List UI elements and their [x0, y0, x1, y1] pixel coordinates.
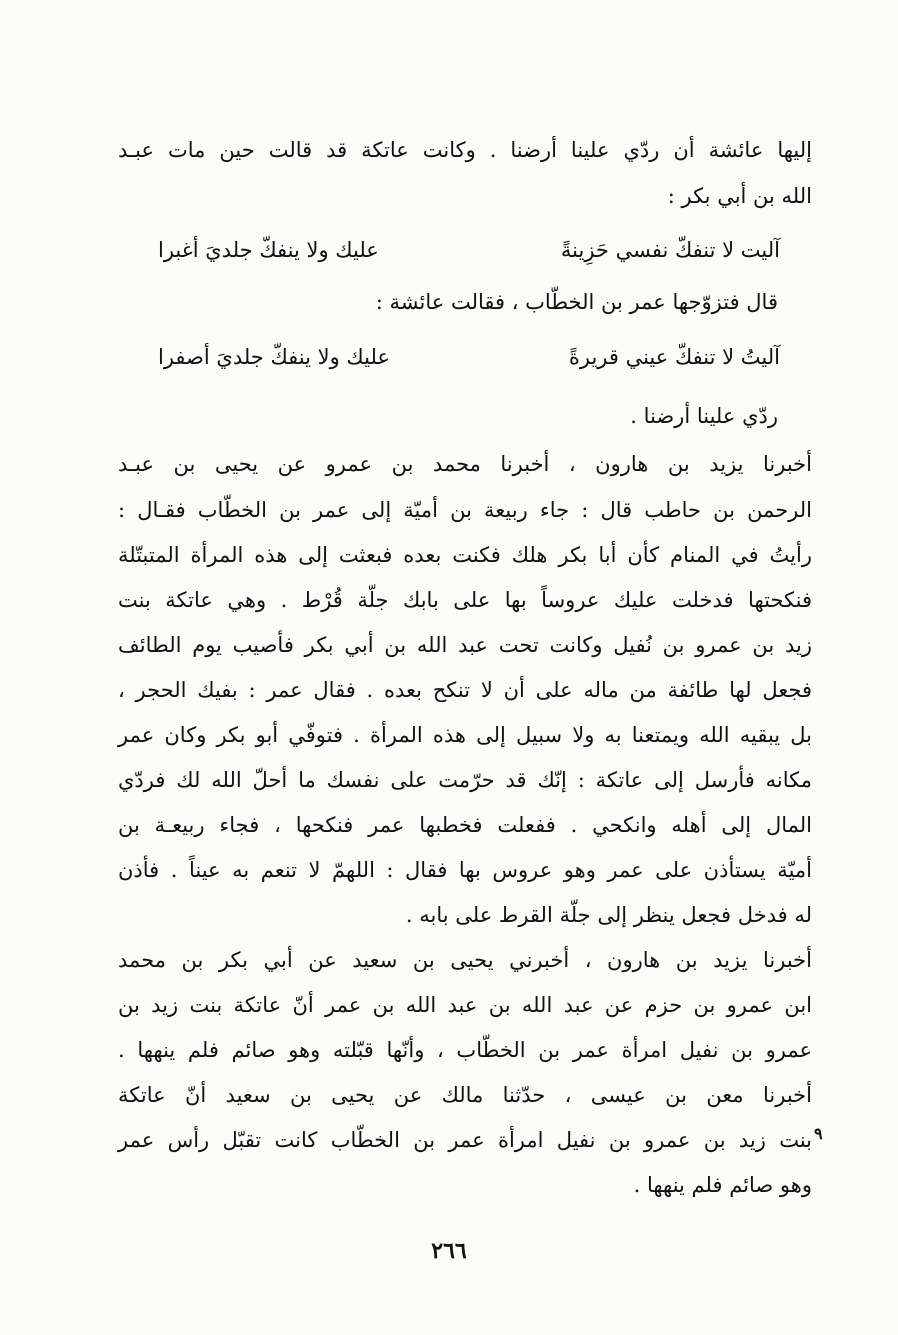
verse-2-first-hemistich: آليتُ لا تنفكّ عيني قريرةً: [568, 345, 780, 369]
text-line: أخبرنا يزيد بن هارون ، أخبرنا محمد بن عمرو عن يحيى بن عبـد: [118, 452, 812, 476]
text-line: المال إلى أهله وانكحي . ففعلت فخطبها عمر فنكحها ، فجاء ربيعـة بن: [118, 813, 812, 837]
margin-mark: ٩: [814, 1124, 823, 1143]
text-line: فجعل لها طائفة من ماله على أن لا تنكح بعده . فقال عمر : بفيك الحجر ،: [118, 678, 812, 702]
text-line: بنت زيد بن عمرو بن نفيل امرأة عمر بن الخطّاب كانت تقبّل رأس عمر: [118, 1128, 812, 1152]
verse-1-first-hemistich: آليت لا تنفكّ نفسي حَزِينةً: [560, 238, 780, 262]
text-line: الرحمن بن حاطب قال : جاء ربيعة بن أميّة إلى عمر بن الخطّاب فقـال :: [118, 498, 812, 522]
text-line: فنكحتها فدخلت عليك عروساً بها على بابك جلّة قُرْط . وهي عاتكة بنت: [118, 588, 812, 612]
text-line: ابن عمرو بن حزم عن عبد الله بن عبد الله بن عمر أنّ عاتكة بنت زيد بن: [118, 993, 812, 1017]
text-line: عمرو بن نفيل امرأة عمر بن الخطّاب ، وأنّها قبّلته وهو صائم فلم ينهها .: [118, 1038, 812, 1062]
text-line: أخبرنا يزيد بن هارون ، أخبرني يحيى بن سعيد عن أبي بكر بن محمد: [118, 948, 812, 972]
text-line: أميّة يستأذن على عمر وهو عروس بها فقال : اللهمّ لا تنعم به عيناً . فأذن: [118, 858, 812, 882]
text-line: له فدخل فجعل ينظر إلى جلّة القرط على بابه .: [405, 903, 812, 927]
text-line: قال فتزوّجها عمر بن الخطّاب ، فقالت عائشة :: [375, 290, 778, 314]
text-line: أخبرنا معن بن عيسى ، حدّثنا مالك عن يحيى بن سعيد أنّ عاتكة: [118, 1083, 812, 1107]
verse-2-second-hemistich: عليك ولا ينفكّ جلديَ أصفرا: [158, 345, 390, 369]
text-line: رأيتُ في المنام كأن أبا بكر هلك فكنت بعده فبعثت إلى هذه المرأة المتبتّلة: [118, 543, 812, 567]
text-line: بل يبقيه الله ويمتعنا به ولا سبيل إلى هذه المرأة . فتوفّي أبو بكر وكان عمر: [118, 723, 812, 747]
text-line: ردّي علينا أرضنا .: [630, 404, 778, 428]
text-line: مكانه فأرسل إلى عاتكة : إنّك قد حرّمت على نفسك ما أحلّ الله لك فردّي: [118, 768, 812, 792]
verse-1-second-hemistich: عليك ولا ينفكّ جلديَ أغبرا: [158, 238, 379, 262]
text-line: الله بن أبي بكر :: [667, 184, 812, 208]
page-number: ٢٦٦: [431, 1238, 467, 1264]
text-line: إليها عائشة أن ردّي علينا أرضنا . وكانت عاتكة قد قالت حين مات عبـد: [118, 138, 812, 162]
text-line: زيد بن عمرو بن نُفيل وكانت تحت عبد الله بن أبي بكر فأصيب يوم الطائف: [118, 633, 812, 657]
text-line: وهو صائم فلم ينهها .: [633, 1173, 812, 1197]
